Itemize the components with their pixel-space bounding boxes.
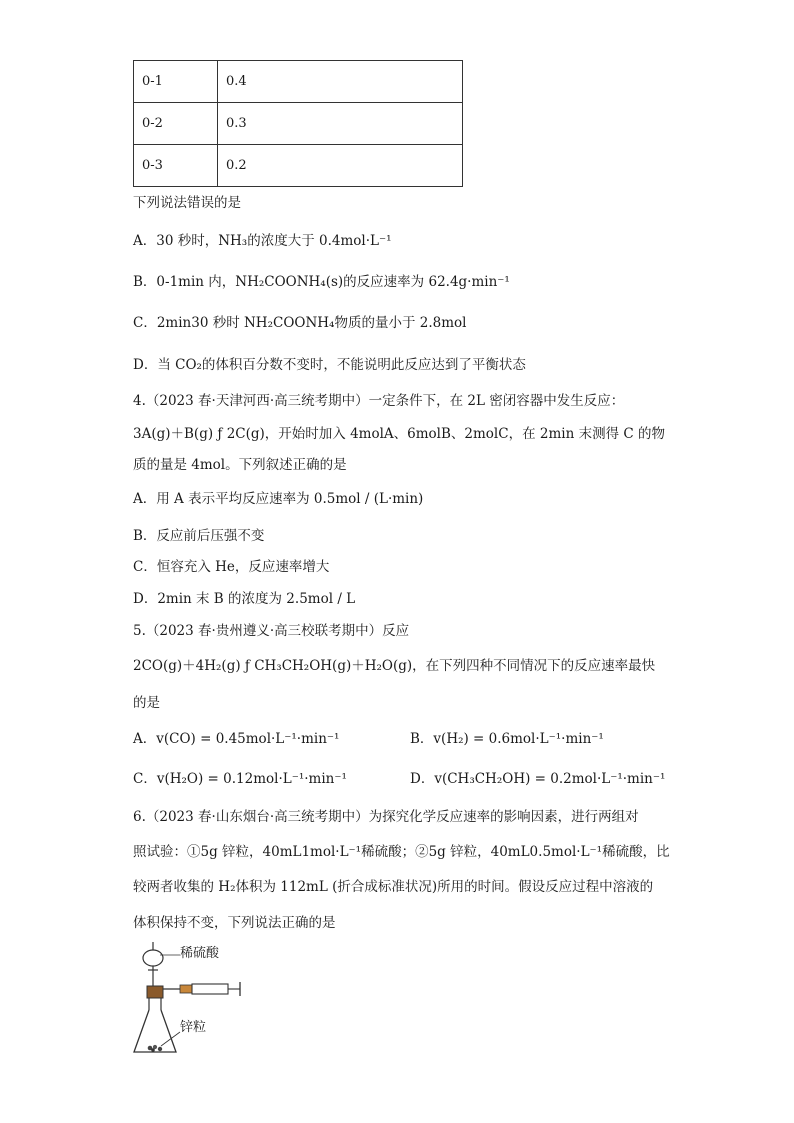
q3-stem: 下列说法错误的是 bbox=[133, 195, 241, 211]
q4-option-a: A．用 A 表示平均反应速率为 0.5mol / (L·min) bbox=[133, 491, 424, 507]
table-row bbox=[134, 61, 463, 103]
q5-line3: 的是 bbox=[133, 695, 160, 711]
q3-option-a: A．30 秒时，NH₃的浓度大于 0.4mol·L⁻¹ bbox=[133, 233, 392, 249]
table-row bbox=[134, 103, 463, 145]
q3-option-d: D．当 CO₂的体积百分数不变时，不能说明此反应达到了平衡状态 bbox=[133, 357, 526, 373]
table-cell-value: 0.4 bbox=[218, 61, 463, 103]
q3-option-b: B．0-1min 内，NH₂COONH₄(s)的反应速率为 62.4g·min⁻¹ bbox=[133, 274, 510, 290]
q4-line3: 质的量是 4mol。下列叙述正确的是 bbox=[133, 457, 347, 473]
q6-line1: 6.（2023 春·山东烟台·高三统考期中）为探究化学反应速率的影响因素，进行两组对 bbox=[133, 809, 639, 825]
label-zinc-granules: 锌粒 bbox=[180, 1020, 207, 1035]
table-row bbox=[134, 145, 463, 187]
q4-option-c: C．恒容充入 He，反应速率增大 bbox=[133, 559, 330, 575]
q6-line4: 体积保持不变，下列说法正确的是 bbox=[133, 915, 336, 931]
table-cell-time: 0-2 bbox=[134, 103, 218, 145]
apparatus-figure bbox=[128, 940, 268, 1064]
q4-line2: 3A(g)＋B(g) ƒ 2C(g)，开始时加入 4molA、6molB、2molC，在 2min 末测得 C 的物 bbox=[133, 426, 665, 442]
q4-line1: 4.（2023 春·天津河西·高三统考期中）一定条件下，在 2L 密闭容器中发生反应： bbox=[133, 393, 625, 409]
table-cell-time: 0-1 bbox=[134, 61, 218, 103]
q5-option-d: D．v(CH₃CH₂OH) = 0.2mol·L⁻¹·min⁻¹ bbox=[410, 771, 666, 787]
table-cell-value: 0.2 bbox=[218, 145, 463, 187]
q5-option-a: A．v(CO) = 0.45mol·L⁻¹·min⁻¹ bbox=[133, 731, 340, 747]
label-dilute-sulfuric-acid: 稀硫酸 bbox=[180, 946, 220, 961]
q5-option-b: B．v(H₂) = 0.6mol·L⁻¹·min⁻¹ bbox=[410, 731, 604, 747]
data-table bbox=[133, 60, 463, 187]
q4-option-b: B．反应前后压强不变 bbox=[133, 528, 265, 544]
q4-option-d: D．2min 末 B 的浓度为 2.5mol / L bbox=[133, 591, 356, 607]
q3-option-c: C．2min30 秒时 NH₂COONH₄物质的量小于 2.8mol bbox=[133, 315, 467, 331]
q5-line2: 2CO(g)＋4H₂(g) ƒ CH₃CH₂OH(g)＋H₂O(g)，在下列四种不同情况下的反应速率最快 bbox=[133, 658, 656, 674]
table-cell-time: 0-3 bbox=[134, 145, 218, 187]
q5-line1: 5.（2023 春·贵州遵义·高三校联考期中）反应 bbox=[133, 623, 410, 639]
table-cell-value: 0.3 bbox=[218, 103, 463, 145]
q6-line3: 较两者收集的 H₂体积为 112mL (折合成标准状况)所用的时间。假设反应过程中溶液的 bbox=[133, 879, 654, 895]
q5-option-c: C．v(H₂O) = 0.12mol·L⁻¹·min⁻¹ bbox=[133, 771, 347, 787]
q6-line2: 照试验：①5g 锌粒，40mL1mol·L⁻¹稀硫酸；②5g 锌粒，40mL0.5mol·L⁻¹稀硫酸，比 bbox=[133, 844, 670, 860]
